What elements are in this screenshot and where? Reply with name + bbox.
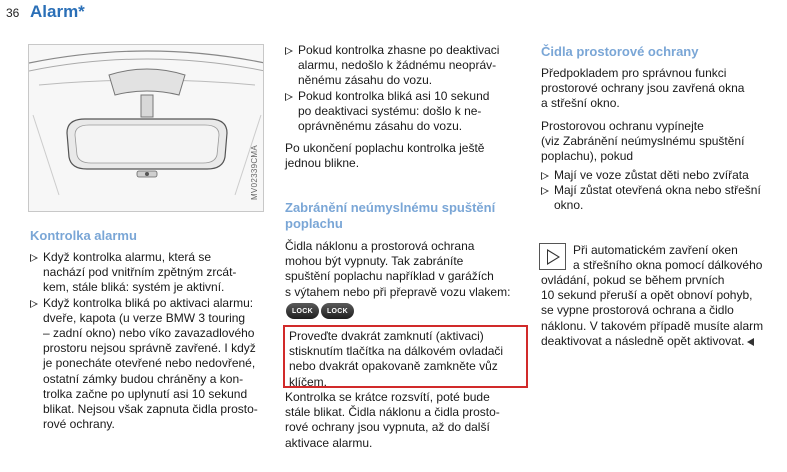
- bullet-triangle-icon: [30, 254, 38, 262]
- bullet-item: Pokud kontrolka zhasne po deaktivaci alarmu, nedošlo k žádnému neopráv- něnému zásahu do vozu.: [285, 43, 530, 89]
- bullet-triangle-icon: [285, 47, 293, 55]
- col2-paragraph: Čidla náklonu a prostorová ochrana mohou být vypnuty. Tak zabráníte spuštění poplachu například v garážích s výtahem nebo při přepravě vozu vlakem:: [285, 239, 511, 299]
- bullet-item: Mají ve voze zůstat děti nebo zvířata: [541, 168, 784, 183]
- page-number: 36: [6, 6, 20, 20]
- col3-bullets: [541, 168, 784, 214]
- col2-bullets: [285, 43, 530, 134]
- lock-button-icon: LOCK: [321, 303, 354, 319]
- col3-paragraph: Prostorovou ochranu vypínejte (viz Zabránění neúmyslnému spuštění poplachu), pokud: [541, 119, 745, 164]
- figure-code: MV02339CMA: [250, 145, 259, 201]
- col1-heading: Kontrolka alarmu: [30, 228, 137, 243]
- bullet-triangle-icon: [30, 300, 38, 308]
- bullet-item: Když kontrolka alarmu, která se nachází pod vnitřním zpětným zrcát- kem, stále bliká: systém je aktivní.: [30, 250, 275, 296]
- lock-button-pair: [286, 303, 354, 319]
- page-title: Alarm*: [30, 2, 85, 21]
- bullet-triangle-icon: [541, 172, 549, 180]
- col3-paragraph: Předpokladem pro správnou funkci prostorové ochrany jsou zavřená okna a střešní okno.: [541, 66, 745, 111]
- col1-bullets: [30, 250, 275, 432]
- bullet-triangle-icon: [541, 187, 549, 195]
- col2-heading: Zabránění neúmyslnému spuštění poplachu: [285, 200, 496, 231]
- bullet-item: Když kontrolka bliká po aktivaci alarmu: dveře, kapota (u verze BMW 3 touring – zadní okno) nebo víko zavazadlového prostoru nejsou správně zavřené. I když je ponecháte otevřené nebo nedovřené, ostatní zámky budou chráněny a kon- trolka začne po uplynutí asi 10 sekund blikat. Nejsou však zapnuta čidla prosto- rové ochrany.: [30, 296, 275, 433]
- bullet-item: Pokud kontrolka bliká asi 10 sekund po deaktivaci systému: došlo k ne- oprávněnému zásahu do vozu.: [285, 89, 530, 135]
- mirror-figure: [28, 44, 264, 212]
- col2-paragraph: Kontrolka se krátce rozsvítí, poté bude stále blikat. Čidla náklonu a čidla prosto- rové ochrany jsou vypnuta, až do další aktivace alarmu.: [285, 390, 500, 450]
- note-text-top: Při automatickém zavření oken a střešního okna pomocí dálkového: [573, 243, 763, 273]
- highlighted-instruction: Proveďte dvakrát zamknutí (aktivaci) stisknutím tlačítka na dálkovém ovladači nebo dvakrát opakovaně zamkněte vůz klíčem.: [283, 325, 528, 388]
- bullet-triangle-icon: [285, 93, 293, 101]
- end-of-section-icon: [747, 338, 754, 346]
- lock-button-icon: LOCK: [286, 303, 319, 319]
- note-triangle-icon: [539, 243, 566, 270]
- bullet-item: Mají zůstat otevřená okna nebo střešní okno.: [541, 183, 784, 213]
- col2-paragraph: Po ukončení poplachu kontrolka ještě jednou blikne.: [285, 141, 485, 171]
- note-text: ovládání, pokud se během prvních 10 sekund přeruší a opět obnoví pohyb, se vypne prostorová ochrana a čidlo náklonu. V takovém případě musíte alarm deaktivovat a následně opět aktivovat.: [541, 273, 764, 348]
- rear-view-mirror-icon: [29, 45, 264, 212]
- col3-heading: Čidla prostorové ochrany: [541, 44, 699, 59]
